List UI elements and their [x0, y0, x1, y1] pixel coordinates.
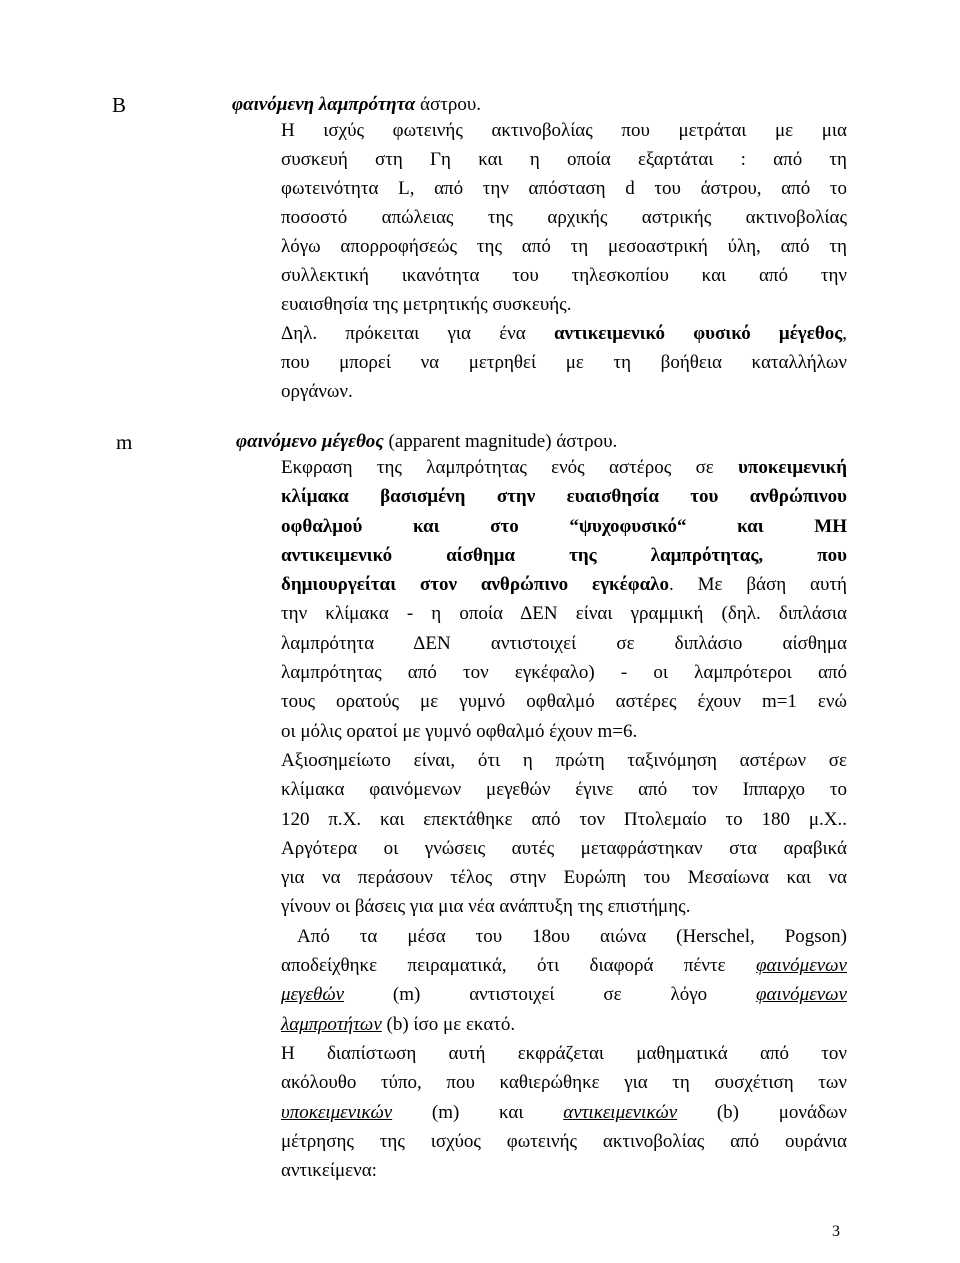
section-m-heading-rest: (apparent magnitude) άστρου. [383, 431, 618, 452]
b-para1-line-6: συλλεκτική ικανότητα του τηλεσκοπίου και από την [281, 265, 847, 286]
m-p4-l3-underlined: υποκειμενικών [281, 1101, 393, 1123]
m-p1-l1-bold: υποκειμενική [738, 457, 847, 478]
m-p4-l3-end: (b) μονάδων [677, 1101, 847, 1123]
m-p3-line-1: Από τα μέσα του 18ου αιώνα (Herschel, Pogson) [297, 925, 847, 947]
m-p1-line-8: λαμπρότητας από τον εγκέφαλο) - οι λαμπρότεροι από [281, 662, 847, 684]
b-para2-line-2: που μπορεί να μετρηθεί με τη βοήθεια καταλλήλων [281, 352, 847, 373]
b-para1-line-5: λόγω απορροφήσεώς της από τη μεσοαστρική ύλη, από τη [281, 236, 847, 257]
m-p3-l4-end: (b) ίσο με εκατό. [381, 1013, 516, 1035]
b-para2-line-last: οργάνων. [281, 381, 353, 402]
m-p1-line-5 [281, 570, 847, 599]
b-para1-line-4: ποσοστό απώλειας της αρχικής αστρικής ακτινοβολίας [281, 207, 847, 228]
b-para1-line-2: συσκευή στη Γη και η οποία εξαρτάται : από τη [281, 149, 847, 170]
m-p1-line-1 [281, 453, 847, 482]
m-p4-line-4: μέτρησης της ισχύος φωτεινής ακτινοβολίας από ουράνια [281, 1130, 847, 1152]
m-p2-line-1: Αξιοσημείωτο είναι, ότι η πρώτη ταξινόμηση αστέρων σε [281, 749, 847, 771]
m-p2-line-3: 120 π.Χ. και επεκτάθηκε από τον Πτολεμαίο το 180 μ.Χ.. [281, 808, 847, 830]
section-b-body [281, 116, 847, 406]
m-p3-l2-start: αποδείχθηκε πειραματικά, ότι διαφορά πέντε [281, 955, 756, 977]
m-p3-l3-mid: (m) αντιστοιχεί σε λόγο [344, 984, 756, 1006]
m-p1-l5-bold: δημιουργείται στον ανθρώπινο εγκέφαλο [281, 574, 670, 596]
m-p4-l3-mid: (m) και [392, 1101, 564, 1123]
m-p2-line-5: για να περάσουν τέλος στην Ευρώπη του Μεσαίωνα και να [281, 867, 847, 889]
m-p3-l3-underlined: μεγεθών [281, 984, 345, 1006]
section-m-body [281, 453, 847, 1185]
page-number: 3 [832, 1223, 840, 1240]
section-b-heading-rest: άστρου. [415, 94, 481, 115]
m-p1-line-3 [281, 512, 847, 541]
b-para1-line-1: Η ισχύς φωτεινής ακτινοβολίας που μετράται με μια [281, 120, 847, 141]
m-p1-l1-start: Εκφραση της λαμπρότητας ενός αστέρος σε [281, 457, 739, 478]
b-para2-start: Δηλ. πρόκειται για ένα [281, 323, 554, 344]
term-symbol-b: B [112, 93, 127, 117]
b-para2-line-1 [281, 319, 847, 348]
m-p1-l4-bold: αντικειμενικό αίσθημα της λαμπρότητας, που [281, 544, 847, 566]
m-p2-line-last: γίνουν οι βάσεις για μια νέα ανάπτυξη της επιστήμης. [281, 896, 691, 918]
m-p1-line-4 [281, 541, 847, 570]
b-para2-bold: αντικειμενικό φυσικό μέγεθος [553, 323, 843, 344]
m-p3-line-3 [281, 980, 847, 1009]
section-m-heading [236, 429, 836, 455]
term-symbol-m: m [116, 430, 133, 454]
m-p4-line-3 [281, 1098, 847, 1127]
m-p1-l5-end: . Με βάση αυτή [669, 574, 847, 596]
section-b-heading [232, 92, 802, 118]
m-p3-l2-underlined: φαινόμενων [755, 955, 847, 977]
m-p2-line-2: κλίμακα φαινόμενων μεγεθών έγινε από τον Ιππαρχο το [281, 779, 847, 801]
m-p4-line-2: ακόλουθο τύπο, που καθιερώθηκε για τη συσχέτιση των [281, 1072, 847, 1094]
m-p4-line-last: αντικείμενα: [281, 1160, 377, 1182]
m-p1-l2-bold: κλίμακα βασισμένη στην ευαισθησία του ανθρώπινου [281, 486, 847, 508]
m-p1-line-2 [281, 482, 847, 511]
m-p1-l3-bold: οφθαλμού και στο “ψυχοφυσικό“ και ΜΗ [281, 515, 847, 537]
m-p3-l4-underlined: λαμπροτήτων [281, 1013, 382, 1035]
m-p4-line-1: Η διαπίστωση αυτή εκφράζεται μαθηματικά από τον [281, 1042, 847, 1064]
b-para1-line-3: φωτεινότητα L, από την απόσταση d του άστρου, από το [281, 178, 847, 199]
section-b-heading-term: φαινόμενη λαμπρότητα [232, 94, 416, 115]
m-p1-line-last: οι μόλις ορατοί με γυμνό οφθαλμό έχουν m=6. [281, 720, 638, 742]
b-para2-end: , [842, 323, 847, 344]
m-p2-line-4: Αργότερα οι γνώσεις αυτές μεταφράστηκαν στα αραβικά [281, 837, 847, 859]
m-p1-line-6: την κλίμακα - η οποία ΔΕΝ είναι γραμμική (δηλ. διπλάσια [281, 603, 847, 625]
m-p1-line-9: τους ορατούς με γυμνό οφθαλμό αστέρες έχουν m=1 ενώ [281, 691, 847, 713]
section-m-heading-term: φαινόμενο μέγεθος [236, 431, 384, 452]
m-p1-line-7: λαμπρότητα ΔΕΝ αντιστοιχεί σε διπλάσιο αίσθημα [281, 632, 847, 654]
m-p3-l3-underlined-2: φαινόμενων [755, 984, 847, 1006]
b-para1-line-last: ευαισθησία της μετρητικής συσκευής. [281, 294, 572, 315]
m-p3-line-2 [281, 951, 847, 980]
m-p4-l3-underlined-2: αντικειμενικών [563, 1101, 678, 1123]
